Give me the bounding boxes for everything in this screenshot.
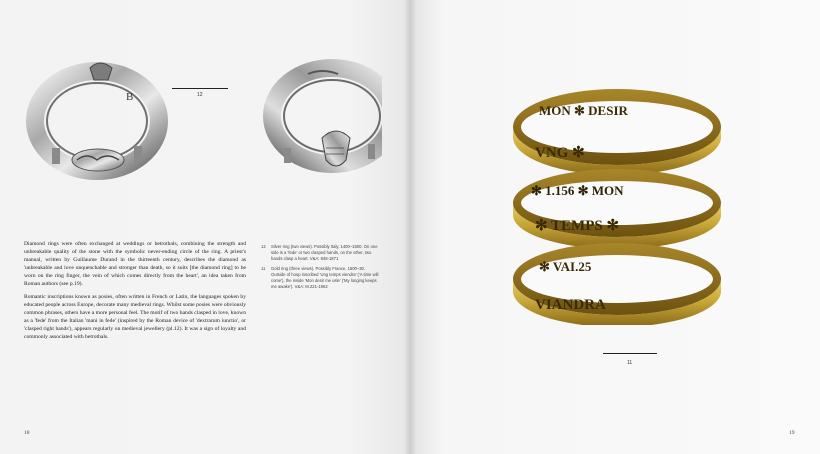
inscription-text: ✻ 1.156 ✻ MON	[531, 183, 624, 198]
gold-posy-rings-photo	[509, 85, 725, 325]
inscription-text: ✻ TEMPS ✻	[535, 218, 620, 234]
inscription-text: MON ✻ DESIR	[539, 103, 628, 118]
body-text	[24, 241, 246, 348]
page-number-left: 18	[24, 430, 30, 436]
gold-ring-view-1	[513, 89, 721, 175]
silver-ring-view-1	[35, 63, 159, 171]
inscription-text: VNG ✻	[535, 145, 585, 161]
caption-item	[261, 266, 379, 289]
silver-ring-view-2	[272, 68, 382, 166]
caption-number: 11	[261, 266, 266, 272]
caption-number: 12	[261, 244, 266, 249]
silver-fede-ring-photo	[22, 48, 382, 198]
caption-column	[261, 244, 379, 295]
gold-ring-view-2	[513, 169, 721, 249]
gold-ring-view-3	[513, 243, 721, 325]
svg-text:B: B	[126, 91, 134, 103]
caption-text: Silver ring (two views). Possibly Italy, 1400–1500. On one side is a 'fede' or two clasped hands, on the other, two hands clasp a heart. V&A: 848-1871	[271, 244, 378, 261]
plate-rule-right	[603, 353, 657, 354]
body-paragraph-1: Diamond rings were often exchanged at weddings or betrothals, combining the strength and unbreakable quality of the stone with the symbolic never-ending circle of the ring. A priest's manual, written by Guillaume Durand in the thirteenth century, describes the diamond as 'unbreakable and love unquenchable and stronger than death, so it suits [the diamond ring] to be worn on the ring finger, the vein of which comes directly from the heart', an idea taken from Roman authors (see p.19).	[24, 241, 246, 287]
book-gutter	[404, 0, 416, 454]
inscription-text: ✻ VAI.25	[539, 259, 592, 274]
plate-number-left: 12	[197, 92, 203, 98]
plate-rule-left	[172, 88, 228, 89]
caption-item	[261, 244, 379, 261]
caption-text: Gold ring (three views). Possibly France, 1500–30. Outside of hoop inscribed 'Ung temps viendra' ('A time will come'), the inside 'Mon desir me usle' ('My longing keeps me awake'). V&A: M.221-1962	[271, 266, 379, 289]
body-paragraph-2: Romantic inscriptions known as posies, often written in French or Latin, the languages spoken by educated people across Europe, decorate many medieval rings. Whilst some posies were obviously common phrases, others have a more personal feel. The motif of two hands clasped in love, known as a 'fede' from the Italian 'mani in fede' (inspired by the Roman device of 'dextrarum iunctio', or 'clasped right hands'), appears regularly on medieval jewellery (pl.12). It was a sign of loyalty and commonly associated with betrothals.	[24, 294, 246, 340]
plate-number-right: 11	[627, 360, 633, 366]
inscription-text: VIANDRA	[535, 297, 606, 313]
page-number-right: 19	[789, 430, 795, 436]
